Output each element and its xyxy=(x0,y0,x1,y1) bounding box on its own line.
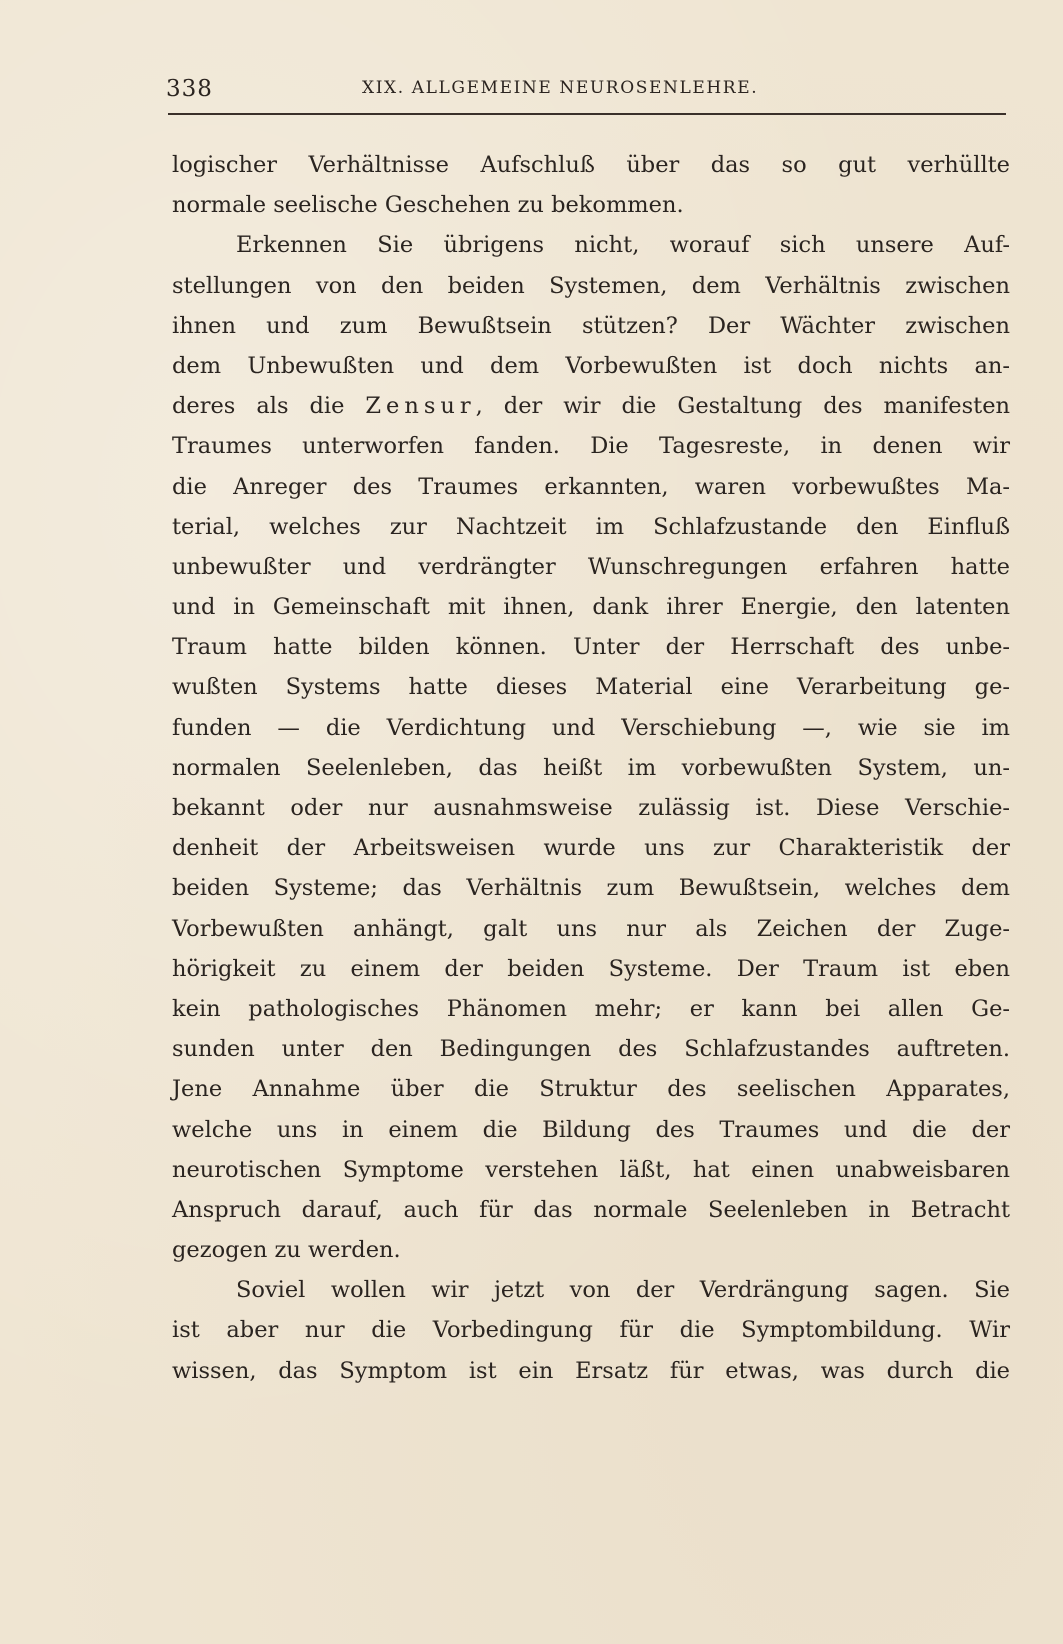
text-line: Soviel wollen wir jetzt von der Verdrängung sagen. Sie xyxy=(236,1277,1010,1304)
text-line: stellungen von den beiden Systemen, dem Verhältnis zwischen xyxy=(172,272,1010,299)
text-line: sunden unter den Bedingungen des Schlafzustandes auftreten. xyxy=(172,1036,1010,1063)
text-line: bekannt oder nur ausnahmsweise zulässig ist. Diese Verschie- xyxy=(172,795,1010,821)
text-line: Traum hatte bilden können. Unter der Herrschaft des unbe- xyxy=(172,634,1010,661)
text-line-with-emphasis xyxy=(172,386,1010,426)
text-line: beiden Systeme; das Verhältnis zum Bewußtsein, welches dem xyxy=(172,875,1010,902)
text-line: Jene Annahme über die Struktur des seelischen Apparates, xyxy=(172,1076,1010,1103)
text-line: wissen, das Symptom ist ein Ersatz für etwas, was durch die xyxy=(172,1357,1010,1384)
text-line: ihnen und zum Bewußtsein stützen? Der Wächter zwischen xyxy=(172,312,1010,339)
text-line: normale seelische Geschehen zu bekommen. xyxy=(172,192,684,219)
text-line: und in Gemeinschaft mit ihnen, dank ihrer Energie, den latenten xyxy=(172,594,1010,621)
text-line: die Anreger des Traumes erkannten, waren vorbewußtes Ma- xyxy=(172,473,1010,500)
text-line: terial, welches zur Nachtzeit im Schlafzustande den Einfluß xyxy=(172,513,1010,540)
running-header xyxy=(166,76,1006,110)
text-segment: , der wir die Gestaltung des manifesten xyxy=(475,393,1011,420)
body-text xyxy=(172,145,1010,1391)
text-line: unbewußter und verdrängter Wunschregungen erfahren hatte xyxy=(172,553,1010,580)
text-segment: deres als die xyxy=(172,393,345,420)
text-line: Anspruch darauf, auch für das normale Seelenleben in Betracht xyxy=(172,1196,1010,1223)
text-line: normalen Seelenleben, das heißt im vorbewußten System, un- xyxy=(172,754,1010,781)
page-number: 338 xyxy=(166,76,213,102)
text-line: denheit der Arbeitsweisen wurde uns zur Charakteristik der xyxy=(172,835,1010,862)
text-line: Traumes unterworfen fanden. Die Tagesreste, in denen wir xyxy=(172,433,1010,460)
text-line: welche uns in einem die Bildung des Traumes und die der xyxy=(172,1116,1010,1143)
text-line: neurotischen Symptome verstehen läßt, hat einen unabweisbaren xyxy=(172,1156,1010,1183)
text-line: ist aber nur die Vorbedingung für die Symptombildung. Wir xyxy=(172,1317,1010,1344)
text-line: wußten Systems hatte dieses Material eine Verarbeitung ge- xyxy=(172,674,1010,701)
emphasized-term: Zensur xyxy=(365,393,476,420)
header-rule xyxy=(168,113,1006,115)
text-line: gezogen zu werden. xyxy=(172,1237,401,1264)
text-line: Vorbewußten anhängt, galt uns nur als Zeichen der Zuge- xyxy=(172,915,1010,942)
text-line: Erkennen Sie übrigens nicht, worauf sich unsere Auf- xyxy=(236,232,1010,259)
text-line: funden — die Verdichtung und Verschiebung —, wie sie im xyxy=(172,714,1010,741)
text-line: hörigkeit zu einem der beiden Systeme. Der Traum ist eben xyxy=(172,955,1010,982)
text-line: kein pathologisches Phänomen mehr; er kann bei allen Ge- xyxy=(172,995,1010,1022)
chapter-title: XIX. ALLGEMEINE NEUROSENLEHRE. xyxy=(362,78,759,98)
text-line: dem Unbewußten und dem Vorbewußten ist doch nichts an- xyxy=(172,352,1010,379)
text-line: logischer Verhältnisse Aufschluß über das so gut verhüllte xyxy=(172,152,1010,178)
